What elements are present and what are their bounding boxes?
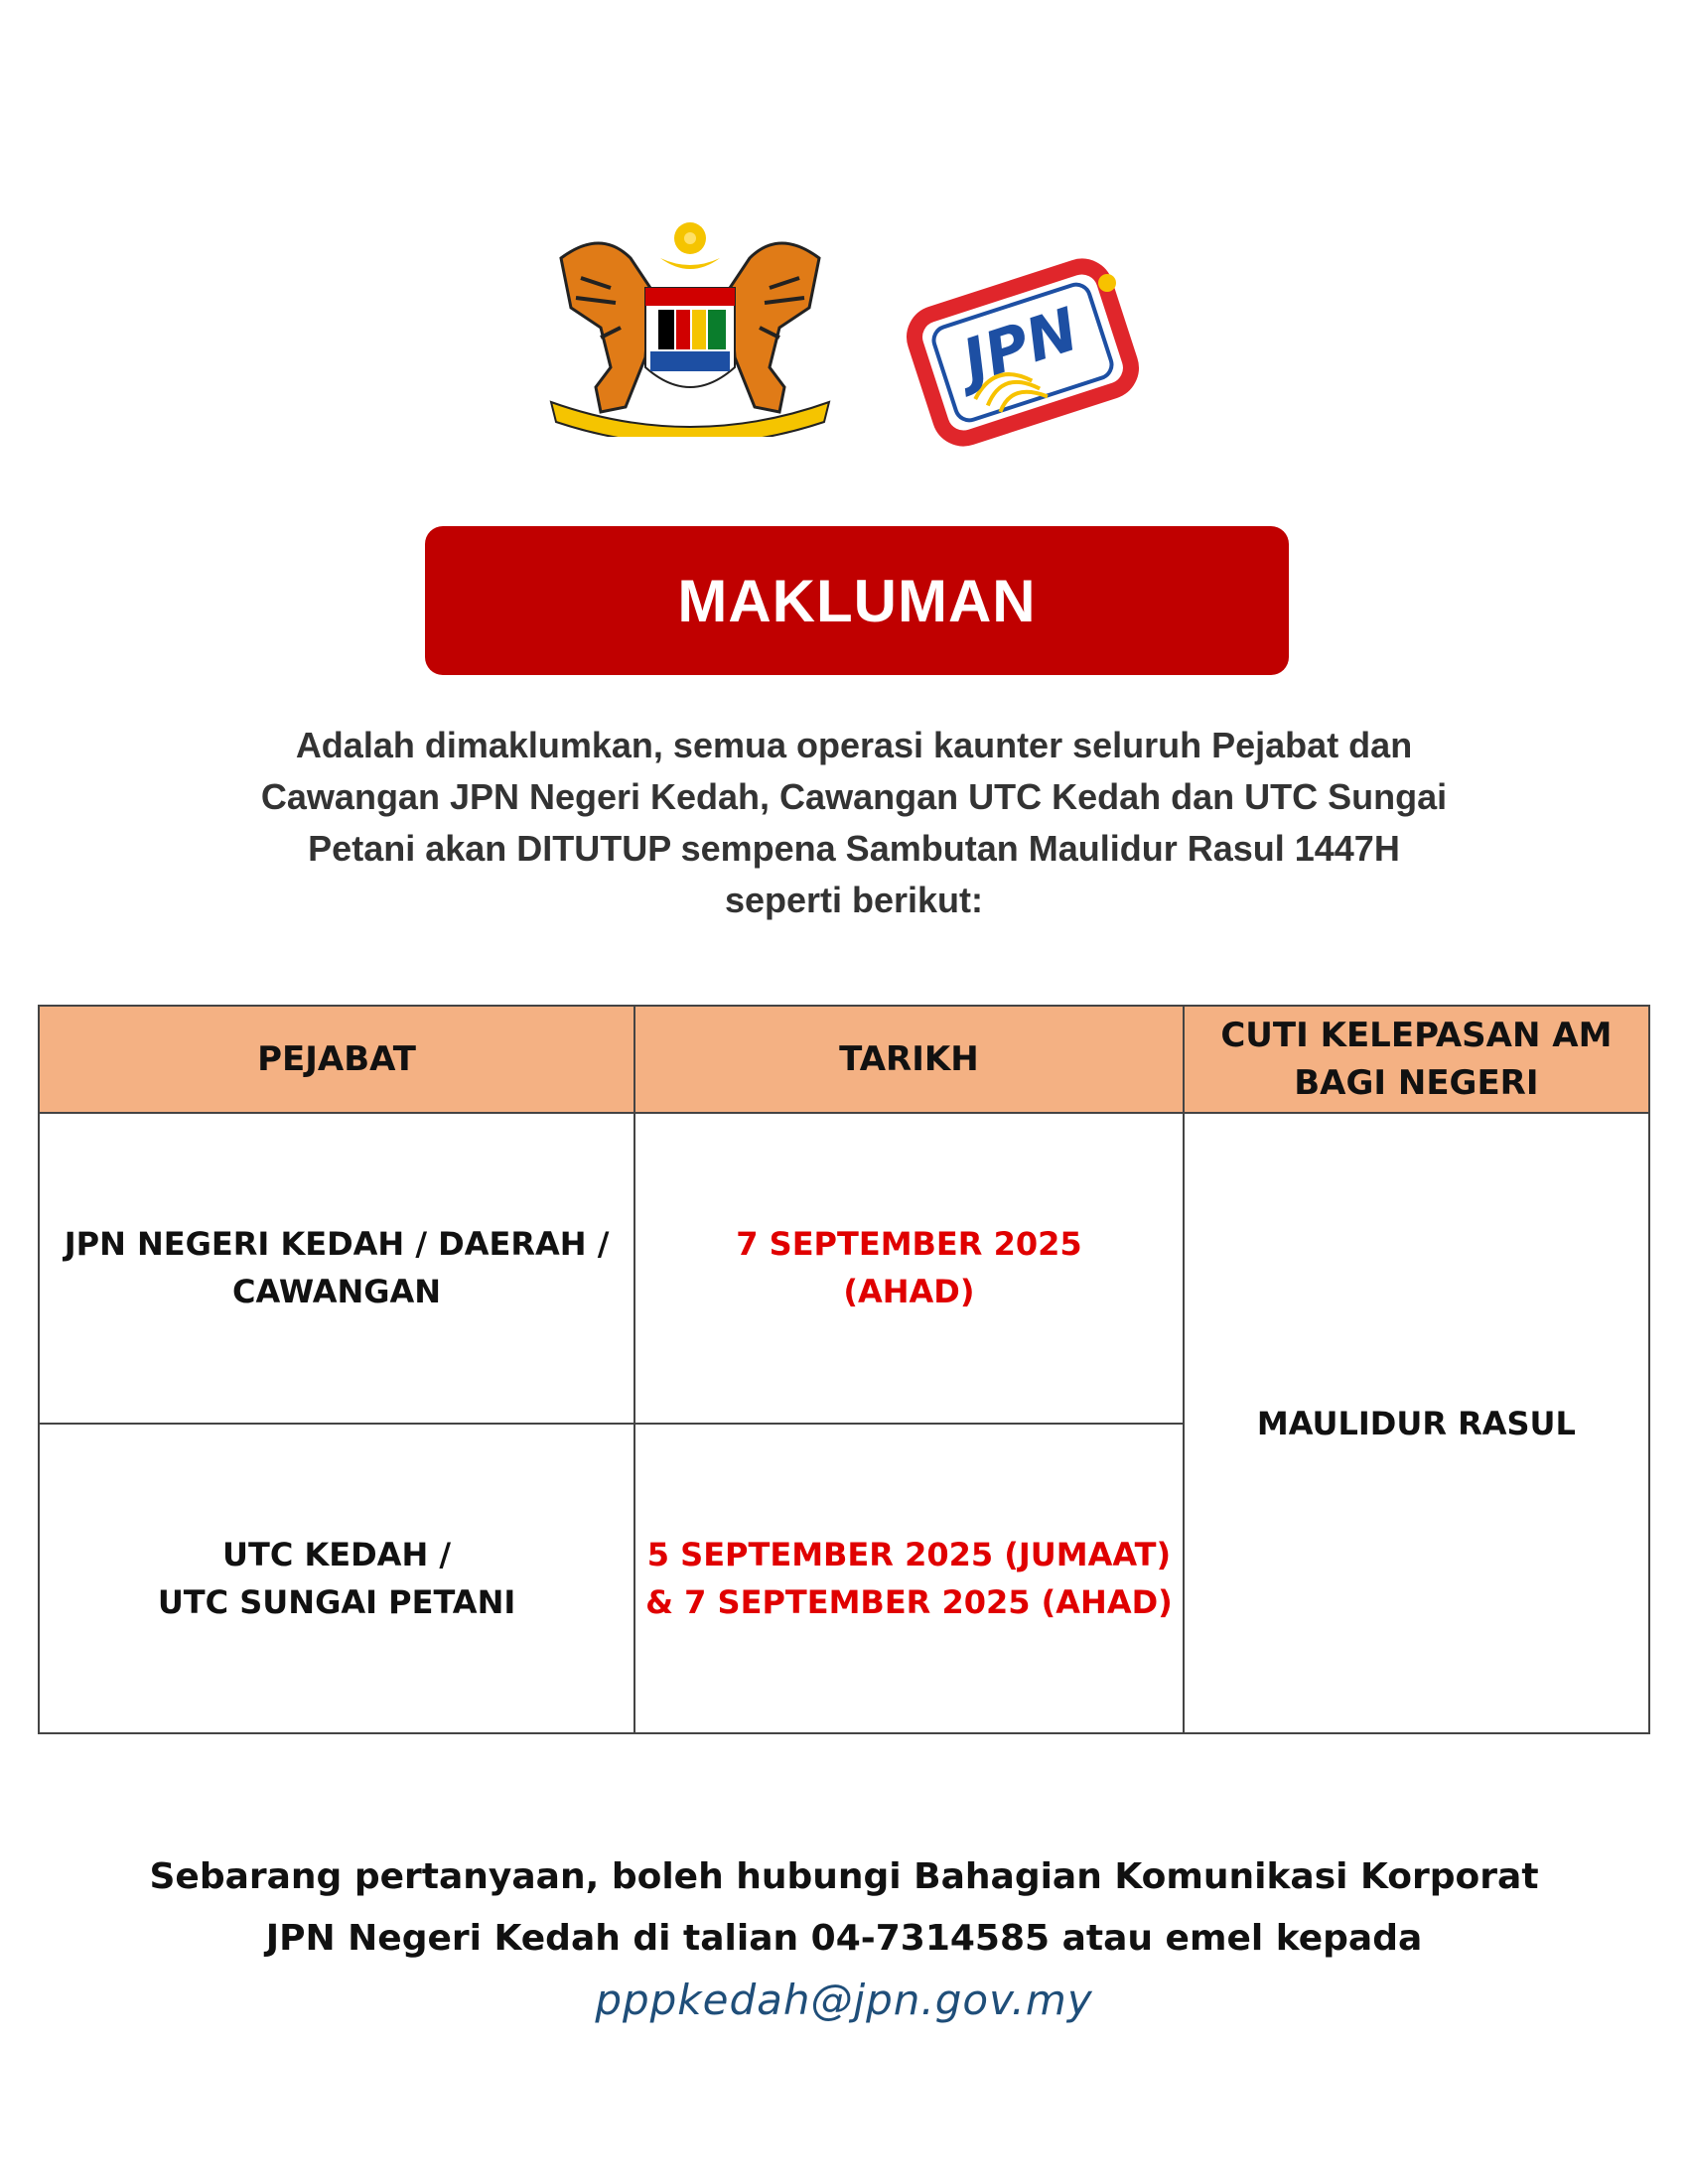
makluman-banner xyxy=(425,526,1289,675)
date-line: 7 SEPTEMBER 2025 xyxy=(736,1225,1082,1264)
cell-tarikh xyxy=(634,1113,1184,1423)
cell-cuti: MAULIDUR RASUL xyxy=(1184,1113,1649,1733)
intro-line: Petani akan DITUTUP sempena Sambutan Maulidur Rasul 1447H xyxy=(308,828,1400,869)
footer-line: JPN Negeri Kedah di talian 04-7314585 atau emel kepada xyxy=(265,1918,1423,1959)
intro-paragraph xyxy=(149,720,1559,926)
day-line: (AHAD) xyxy=(843,1273,975,1311)
cell-pejabat: JPN NEGERI KEDAH / DAERAH / CAWANGAN xyxy=(39,1113,634,1423)
date-line: & 7 SEPTEMBER 2025 (AHAD) xyxy=(645,1582,1173,1621)
intro-line: seperti berikut: xyxy=(724,880,984,920)
email-link[interactable]: pppkedah@jpn.gov.my xyxy=(595,1976,1093,2024)
office-line: UTC SUNGAI PETANI xyxy=(157,1582,516,1621)
cell-pejabat xyxy=(39,1424,634,1733)
footer-line: Sebarang pertanyaan, boleh hubungi Bahagian Komunikasi Korporat xyxy=(149,1856,1539,1897)
intro-line: Adalah dimaklumkan, semua operasi kaunter seluruh Pejabat dan xyxy=(295,725,1413,765)
cell-tarikh xyxy=(634,1424,1184,1733)
schedule-table xyxy=(38,1005,1650,1734)
header-tarikh: TARIKH xyxy=(634,1006,1184,1113)
svg-text:JPN: JPN xyxy=(954,295,1087,397)
table-row xyxy=(39,1113,1649,1423)
header-pejabat: PEJABAT xyxy=(39,1006,634,1113)
header-cuti: CUTI KELEPASAN AM BAGI NEGERI xyxy=(1184,1006,1649,1113)
office-line: UTC KEDAH / xyxy=(222,1535,452,1573)
banner-title: MAKLUMAN xyxy=(677,567,1037,634)
logo-row xyxy=(0,218,1688,457)
contact-footer xyxy=(0,1846,1688,1970)
coat-of-arms-logo xyxy=(541,218,839,437)
date-line: 5 SEPTEMBER 2025 (JUMAAT) xyxy=(646,1535,1172,1573)
intro-line: Cawangan JPN Negeri Kedah, Cawangan UTC Kedah dan UTC Sungai xyxy=(260,776,1448,817)
table-header-row xyxy=(39,1006,1649,1113)
jpn-logo xyxy=(904,258,1142,447)
